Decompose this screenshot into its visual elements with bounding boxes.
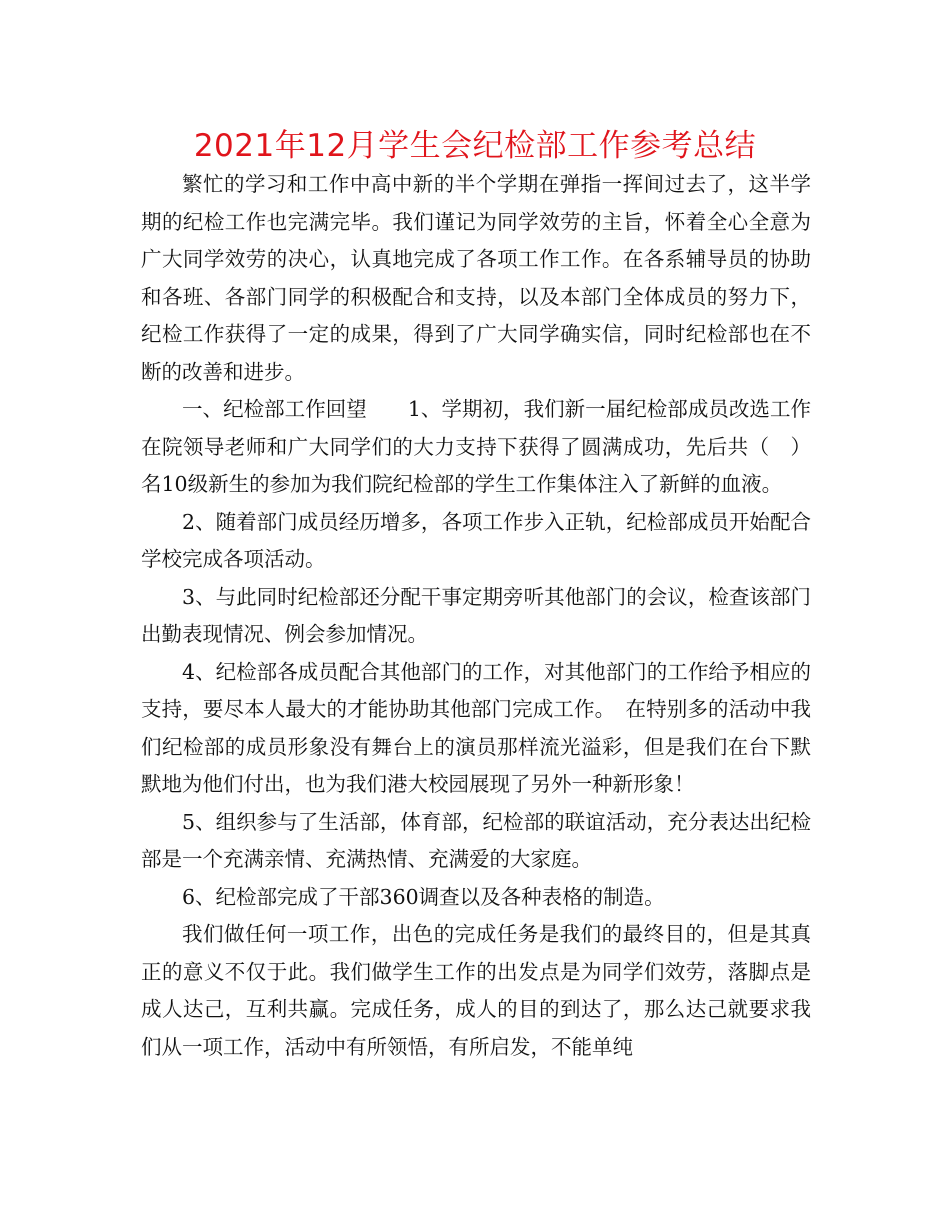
paragraph-section-1-item-1: 一、纪检部工作回望 1、学期初，我们新一届纪检部成员改选工作在院领导老师和广大同学们的大力支持下获得了圆满成功，先后共（ ）名10级新生的参加为我们院纪检部的学生工作集体注入了新鲜的血液。 — [141, 397, 811, 496]
paragraph-item-6: 6、纪检部完成了干部360调查以及各种表格的制造。 — [182, 884, 665, 909]
paragraph-item-4: 4、纪检部各成员配合其他部门的工作，对其他部门的工作给予相应的支持，要尽本人最大的才能协助其他部门完成工作。 在特别多的活动中我们纪检部的成员形象没有舞台上的演员那样流光溢彩，但是我们在台下默默地为他们付出，也为我们港大校园展现了另外一种新形象！ — [141, 659, 811, 796]
document-body — [141, 166, 811, 1066]
document-title: 2021年12月学生会纪检部工作参考总结 — [193, 128, 757, 164]
paragraph-item-2: 2、随着部门成员经历增多，各项工作步入正轨，纪检部成员开始配合学校完成各项活动。 — [141, 509, 811, 571]
paragraph-intro: 繁忙的学习和工作中高中新的半个学期在弹指一挥间过去了，这半学期的纪检工作也完满完毕。我们谨记为同学效劳的主旨，怀着全心全意为广大同学效劳的决心，认真地完成了各项工作工作。在各系辅导员的协助和各班、各部门同学的积极配合和支持，以及本部门全体成员的努力下，纪检工作获得了一定的成果，得到了广大同学确实信，同时纪检部也在不断的改善和进步。 — [141, 172, 811, 384]
paragraph-reflection: 我们做任何一项工作，出色的完成任务是我们的最终目的，但是其真正的意义不仅于此。我们做学生工作的出发点是为同学们效劳，落脚点是成人达己，互利共赢。完成任务，成人的目的到达了，那么达己就要求我们从一项工作，活动中有所领悟，有所启发，不能单纯 — [141, 922, 811, 1059]
paragraph-item-3: 3、与此同时纪检部还分配干事定期旁听其他部门的会议，检查该部门出勤表现情况、例会参加情况。 — [141, 584, 811, 646]
paragraph-item-5: 5、组织参与了生活部，体育部，纪检部的联谊活动，充分表达出纪检部是一个充满亲情、充满热情、充满爱的大家庭。 — [141, 809, 811, 871]
